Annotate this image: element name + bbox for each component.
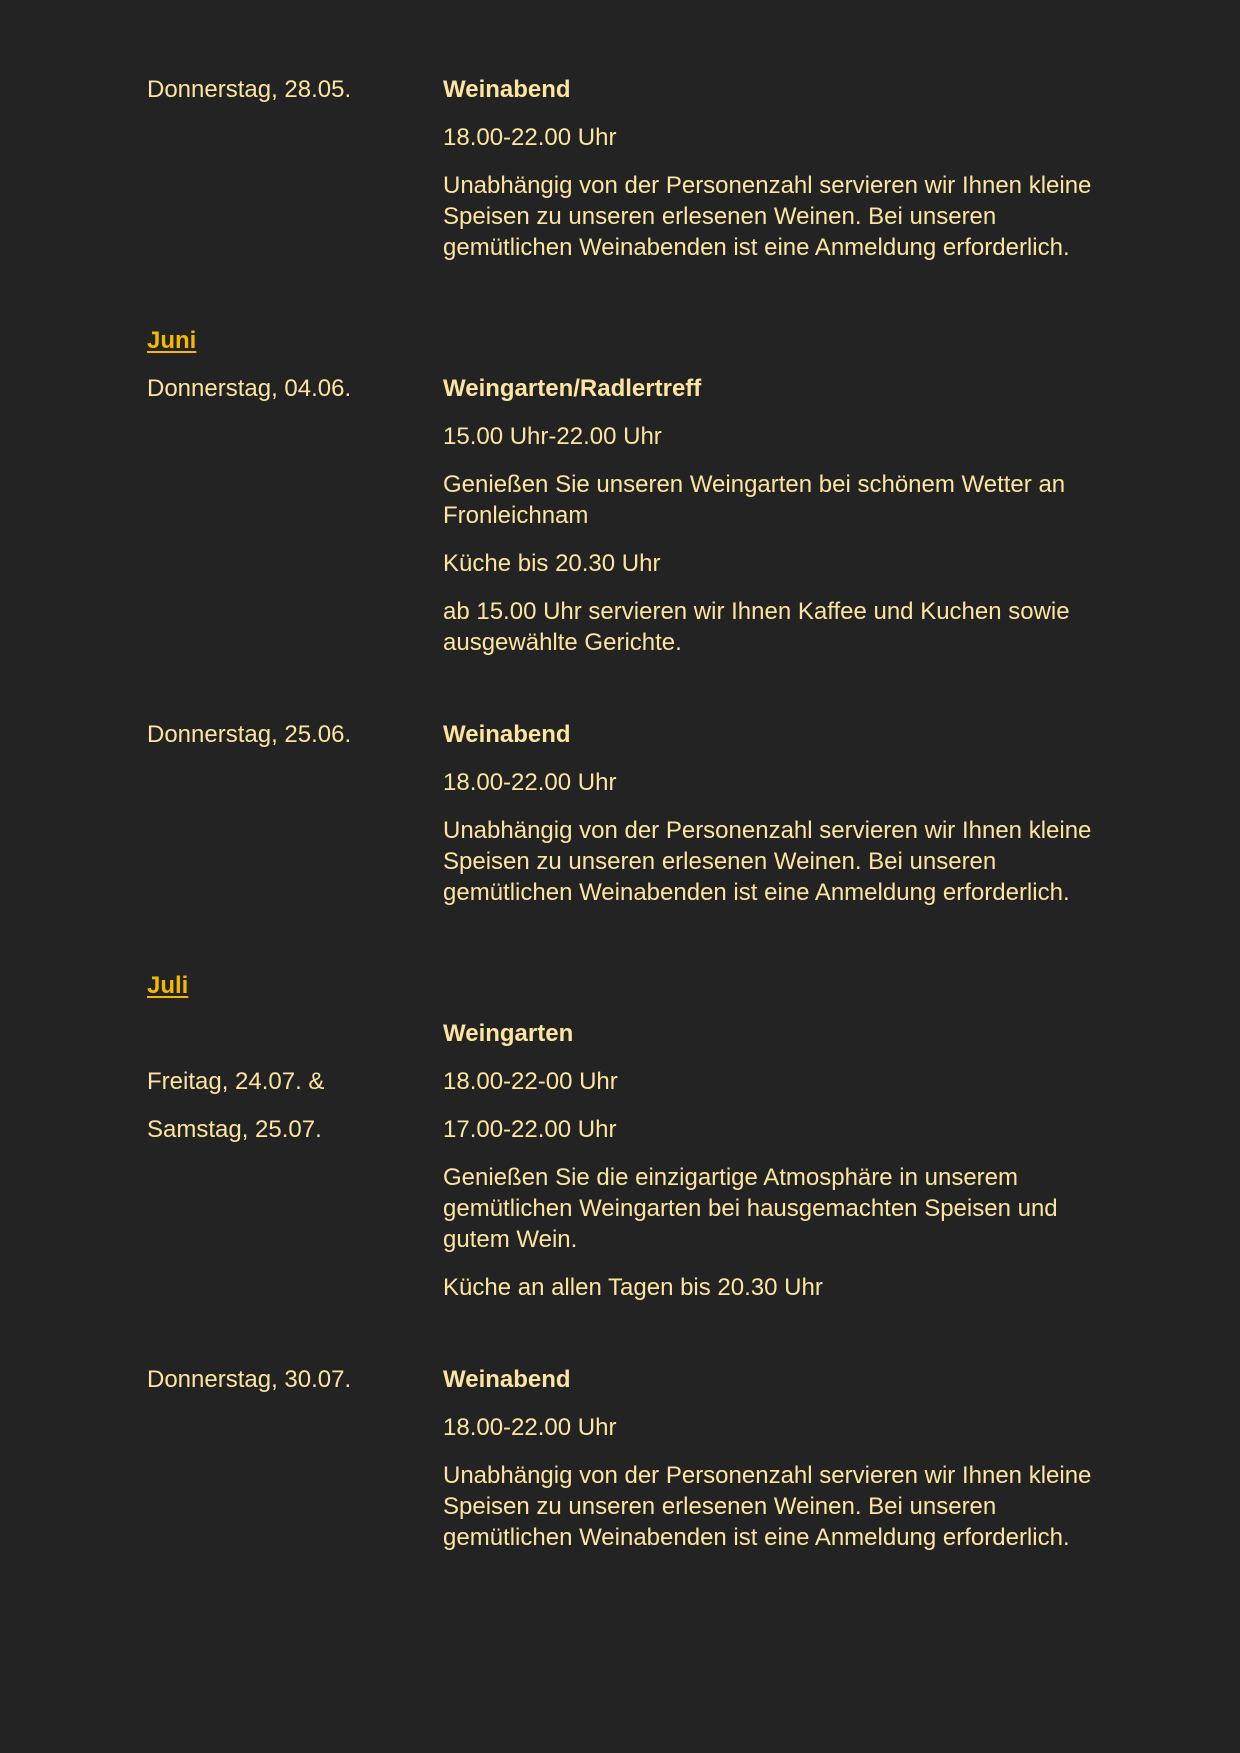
event-details: [443, 1364, 1127, 1553]
event-date-column: [147, 719, 437, 767]
event-date: Donnerstag, 25.06.: [147, 721, 352, 748]
month-heading-june[interactable]: Juni: [147, 327, 197, 354]
event-date-column: [147, 74, 437, 122]
event-title: Weingarten/Radlertreff: [443, 375, 702, 402]
event-description: Genießen Sie unseren Weingarten bei schönem Wetter an Fronleichnam: [443, 471, 1066, 529]
event-date: Donnerstag, 30.07.: [147, 1366, 352, 1393]
event-date: Samstag, 25.07.: [147, 1116, 322, 1143]
event-title: Weinabend: [443, 76, 571, 103]
event-details: [443, 1018, 1127, 1303]
event-time: 17.00-22.00 Uhr: [443, 1116, 617, 1143]
event-details: [443, 373, 1127, 658]
event-description: Genießen Sie die einzigartige Atmosphäre in unserem gemütlichen Weingarten bei hausgemachten Speisen und gutem Wein.: [443, 1164, 1058, 1253]
event-details: [443, 74, 1127, 263]
event-entry: [147, 373, 1127, 658]
event-date-column: [147, 1364, 437, 1412]
event-time: 18.00-22.00 Uhr: [443, 1414, 617, 1441]
event-description: Unabhängig von der Personenzahl servieren wir Ihnen kleine Speisen zu unseren erlesenen Weinen. Bei unseren gemütlichen Weinabenden ist eine Anmeldung erforderlich.: [443, 817, 1092, 906]
event-entry: [147, 1364, 1127, 1553]
event-time: 15.00 Uhr-22.00 Uhr: [443, 423, 662, 450]
event-date-column: [147, 373, 437, 421]
event-description: Unabhängig von der Personenzahl servieren wir Ihnen kleine Speisen zu unseren erlesenen Weinen. Bei unseren gemütlichen Weinabenden ist eine Anmeldung erforderlich.: [443, 172, 1092, 261]
event-title: Weingarten: [443, 1020, 574, 1047]
event-title: Weinabend: [443, 1366, 571, 1393]
event-description: Unabhängig von der Personenzahl servieren wir Ihnen kleine Speisen zu unseren erlesenen Weinen. Bei unseren gemütlichen Weinabenden ist eine Anmeldung erforderlich.: [443, 1462, 1092, 1551]
event-title: Weinabend: [443, 721, 571, 748]
event-details: [443, 719, 1127, 908]
event-note: ab 15.00 Uhr servieren wir Ihnen Kaffee und Kuchen sowie ausgewählte Gerichte.: [443, 598, 1070, 656]
event-date: Freitag, 24.07. &: [147, 1068, 325, 1095]
event-time: 18.00-22.00 Uhr: [443, 769, 617, 796]
event-time: 18.00-22-00 Uhr: [443, 1068, 618, 1095]
event-date: Donnerstag, 04.06.: [147, 375, 352, 402]
event-time: 18.00-22.00 Uhr: [443, 124, 617, 151]
event-kitchen-hours: Küche bis 20.30 Uhr: [443, 550, 661, 577]
event-date-column: [147, 1066, 437, 1162]
event-date: Donnerstag, 28.05.: [147, 76, 352, 103]
month-heading-july[interactable]: Juli: [147, 972, 189, 999]
event-calendar: [147, 74, 1127, 1570]
event-kitchen-hours: Küche an allen Tagen bis 20.30 Uhr: [443, 1274, 823, 1301]
event-entry: [147, 74, 1127, 263]
event-entry: [147, 1018, 1127, 1303]
event-entry: [147, 719, 1127, 908]
